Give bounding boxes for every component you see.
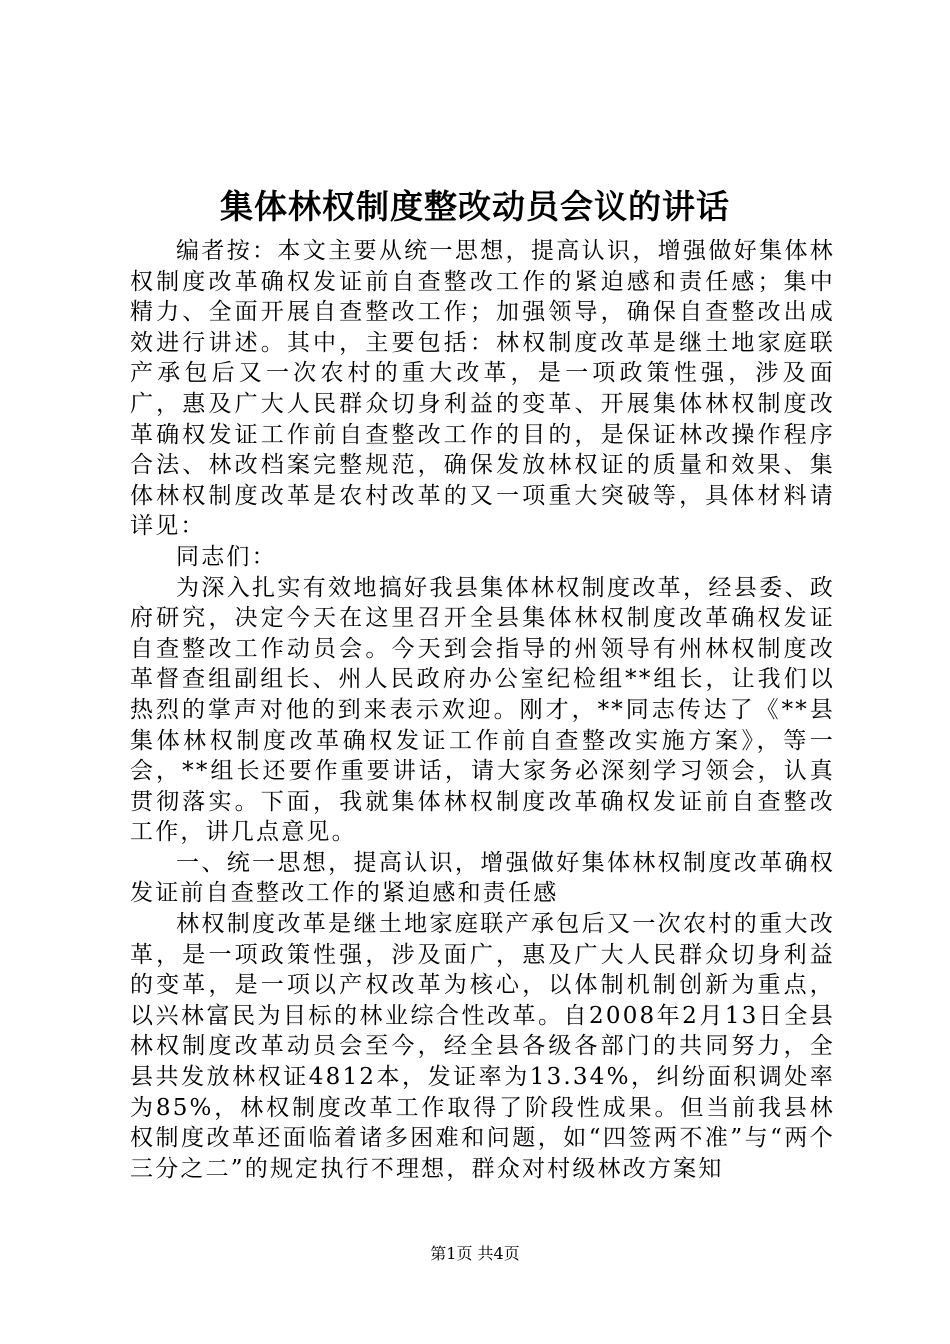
opening-paragraph: 为深入扎实有效地搞好我县集体林权制度改革，经县委、政府研究，决定今天在这里召开全县集体林权制度改革确权发证自查整改工作动员会。今天到会指导的州领导有州林权制度改革督查组副组长、州人民政府办公室纪检组**组长，让我们以热烈的掌声对他的到来表示欢迎。刚才，**同志传达了《**县集体林权制度改革确权发证工作前自查整改实施方案》，等一会，**组长还要作重要讲话，请大家务必深刻学习领会，认真贯彻落实。下面，我就集体林权制度改革确权发证前自查整改工作，讲几点意见。 — [130, 574, 835, 846]
document-title: 集体林权制度整改动员会议的讲话 — [220, 187, 730, 226]
section-heading-1: 一、统一思想，提高认识，增强做好集体林权制度改革确权发证前自查整改工作的紧迫感和责任感 — [130, 849, 835, 907]
page-number-footer: 第1页 共4页 — [430, 1244, 520, 1263]
document-body — [130, 236, 835, 1184]
editor-note-paragraph: 编者按：本文主要从统一思想，提高认识，增强做好集体林权制度改革确权发证前自查整改工作的紧迫感和责任感；集中精力、全面开展自查整改工作；加强领导，确保自查整改出成效进行讲述。其中，主要包括：林权制度改革是继土地家庭联产承包后又一次农村的重大改革，是一项政策性强，涉及面广，惠及广大人民群众切身利益的变革、开展集体林权制度改革确权发证工作前自查整改工作的目的，是保证林改操作程序合法、林改档案完整规范，确保发放林权证的质量和效果、集体林权制度改革是农村改革的又一项重大突破等，具体材料请详见： — [130, 238, 835, 540]
section-1-paragraph: 林权制度改革是继土地家庭联产承包后又一次农村的重大改革，是一项政策性强，涉及面广，惠及广大人民群众切身利益的变革，是一项以产权改革为核心，以体制机制创新为重点，以兴林富民为目标的林业综合性改革。自2008年2月13日全县林权制度改革动员会至今，经全县各级各部门的共同努力，全县共发放林权证4812本，发证率为13.34%，纠纷面积调处率为85%，林权制度改革工作取得了阶段性成果。但当前我县林权制度改革还面临着诸多困难和问题，如“四签两不准”与“两个三分之二”的规定执行不理想，群众对村级林改方案知 — [130, 911, 835, 1182]
salutation-paragraph: 同志们： — [176, 543, 277, 570]
